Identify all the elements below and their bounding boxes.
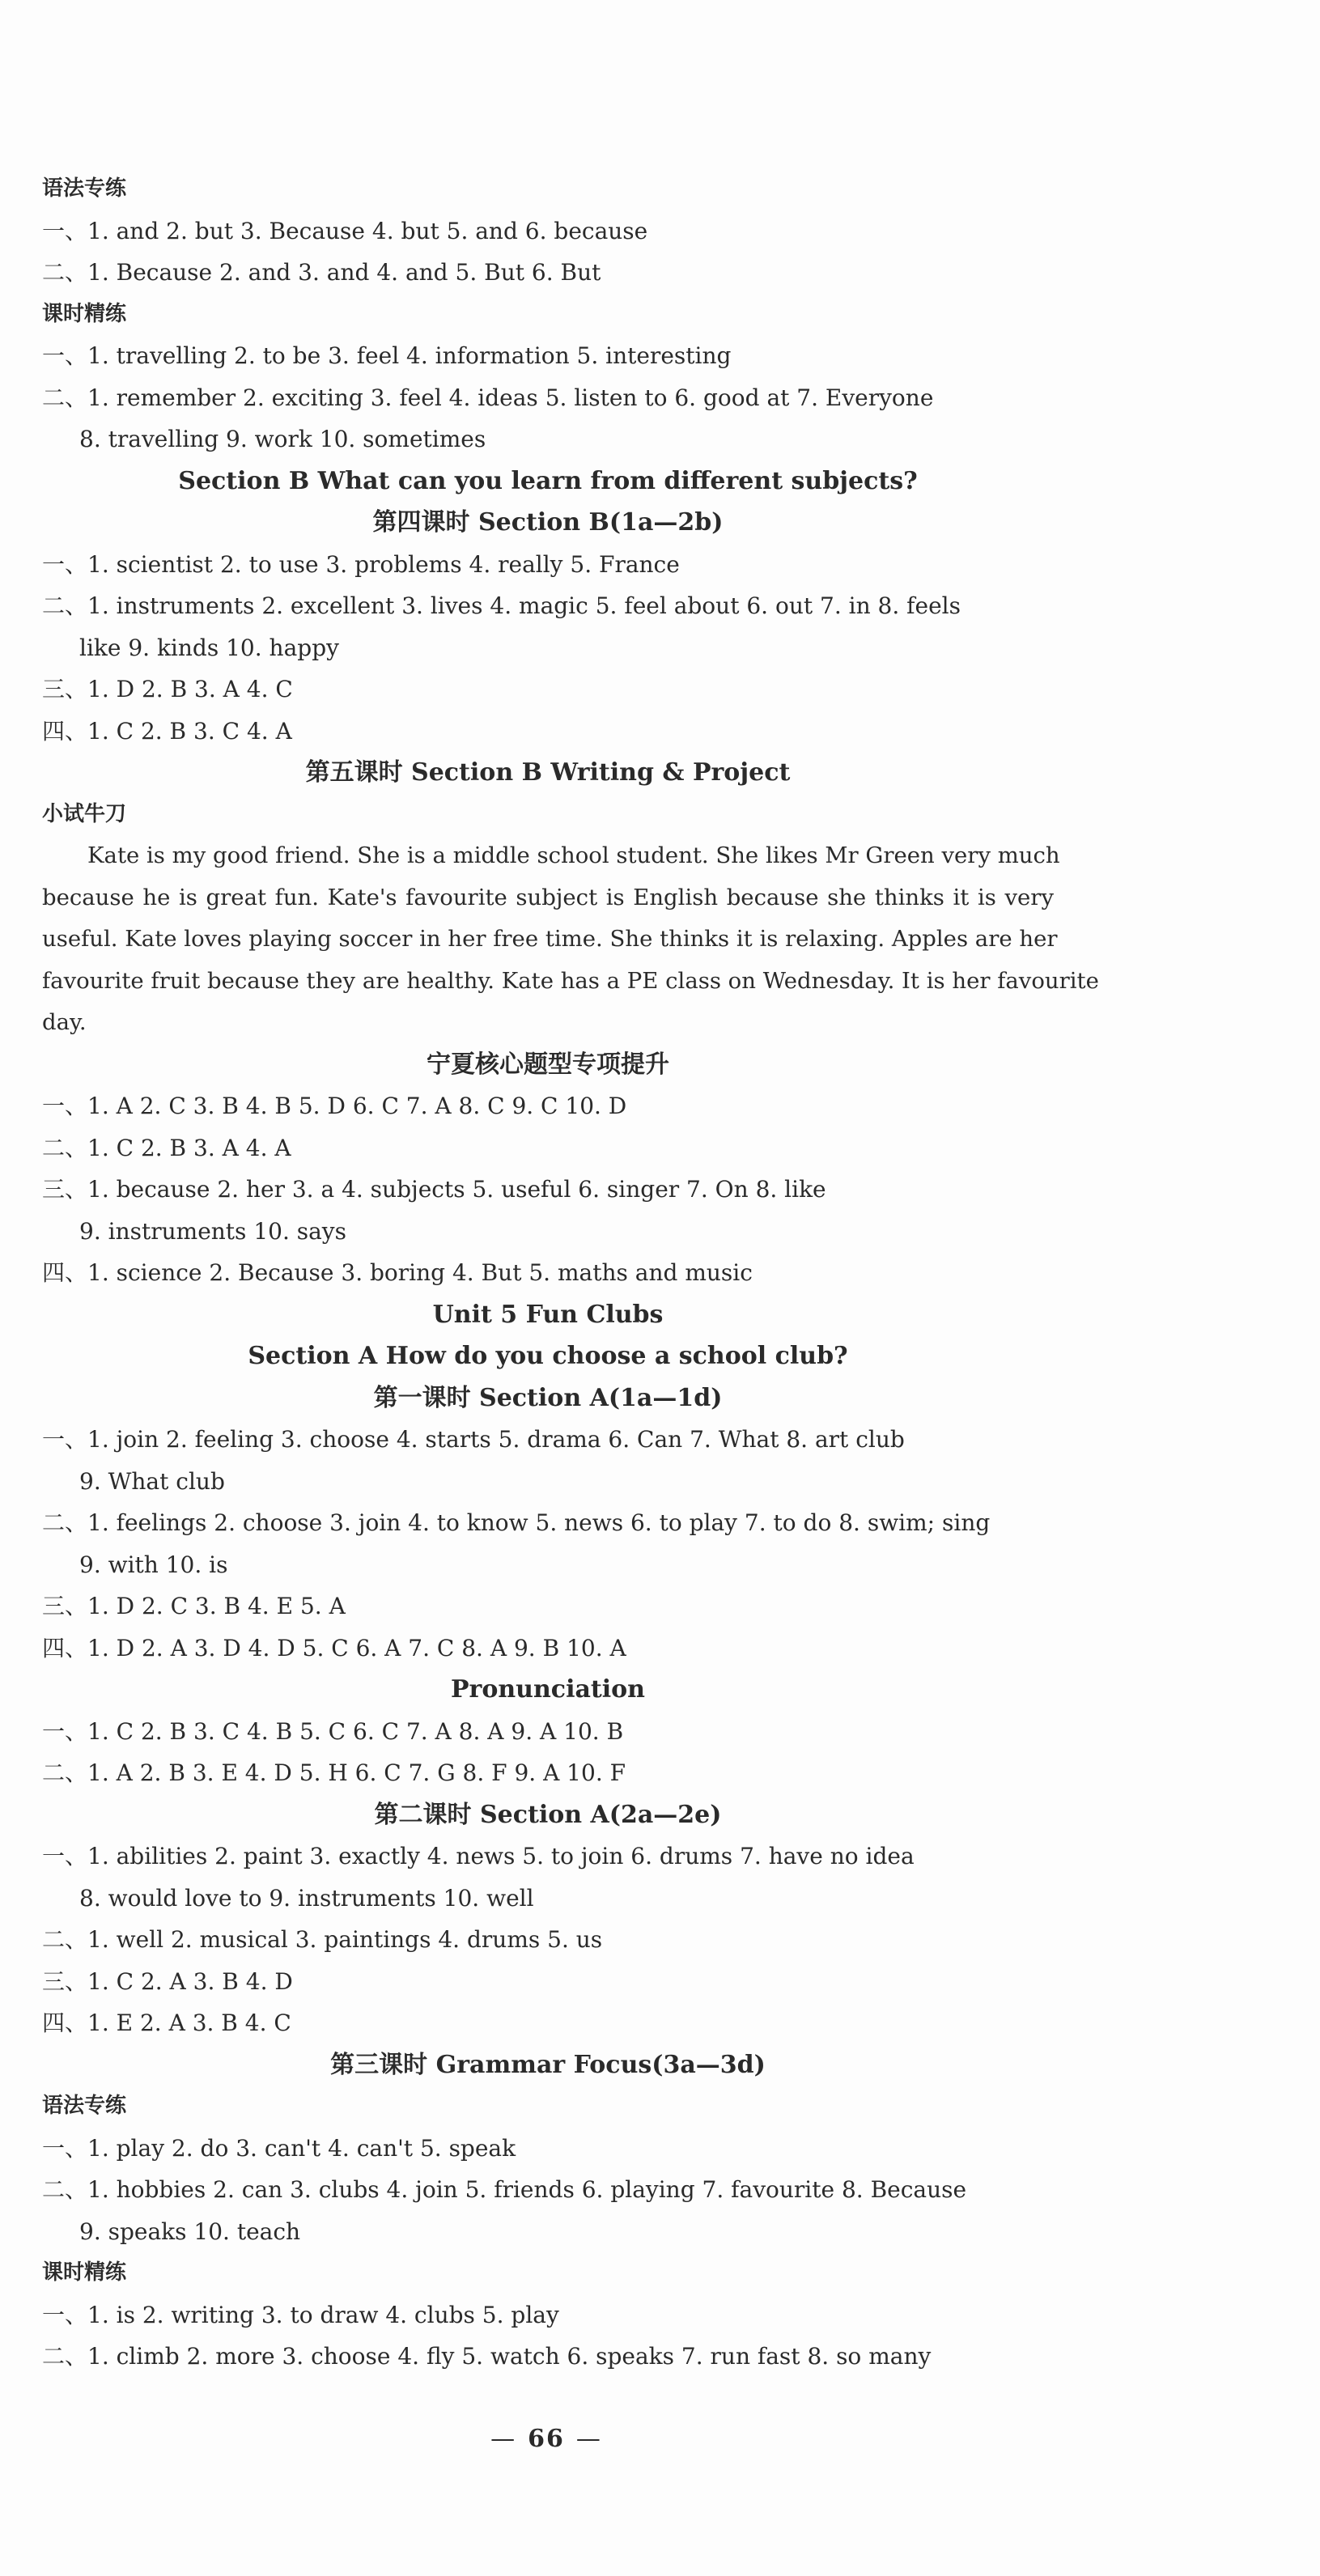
answer-line: 一、1. travelling 2. to be 3. feel 4. information 5. interesting — [42, 342, 732, 369]
answer-line: 三、1. D 2. C 3. B 4. E 5. A — [42, 1593, 346, 1619]
answer-line-continued: like 9. kinds 10. happy — [79, 634, 339, 661]
answer-line-continued: 8. would love to 9. instruments 10. well — [79, 1884, 534, 1912]
answer-line: 二、1. A 2. B 3. E 4. D 5. H 6. C 7. G 8. F 9. A 10. F — [42, 1759, 626, 1786]
section-heading: 宁夏核心题型专项提升 — [427, 1050, 669, 1079]
section-heading: Section A How do you choose a school club? — [248, 1342, 848, 1370]
section-heading: 第二课时 Section A(2a—2e) — [374, 1800, 722, 1829]
answer-line: 一、1. A 2. C 3. B 4. B 5. D 6. C 7. A 8. C 9. C 10. D — [42, 1093, 627, 1119]
answer-line-continued: 9. with 10. is — [79, 1551, 228, 1578]
answer-line: 二、1. hobbies 2. can 3. clubs 4. join 5. friends 6. playing 7. favourite 8. Because — [42, 2176, 967, 2203]
section-heading: Section B What can you learn from different subjects? — [178, 466, 918, 495]
answer-line-continued: 9. speaks 10. teach — [79, 2217, 301, 2245]
section-heading: 第四课时 Section B(1a—2b) — [372, 508, 724, 537]
answer-line: 一、1. is 2. writing 3. to draw 4. clubs 5. play — [42, 2301, 559, 2328]
answer-line: 四、1. E 2. A 3. B 4. C — [42, 2009, 291, 2036]
answer-line: 三、1. because 2. her 3. a 4. subjects 5. useful 6. singer 7. On 8. like — [42, 1176, 826, 1203]
answer-line: 三、1. D 2. B 3. A 4. C — [42, 676, 293, 702]
answer-line: 二、1. instruments 2. excellent 3. lives 4. magic 5. feel about 6. out 7. in 8. feels — [42, 592, 961, 619]
exercise-label: 课时精练 — [42, 301, 127, 326]
section-heading: Unit 5 Fun Clubs — [432, 1300, 664, 1329]
exercise-label: 小试牛刀 — [42, 801, 127, 826]
writing-paragraph-line: Kate is my good friend. She is a middle school student. She likes Mr Green very much — [87, 842, 1060, 868]
answer-line: 四、1. science 2. Because 3. boring 4. But 5. maths and music — [42, 1259, 753, 1286]
section-heading: 第五课时 Section B Writing & Project — [305, 758, 791, 787]
answer-line-continued: 9. What club — [79, 1467, 225, 1495]
exercise-label: 语法专练 — [42, 2094, 127, 2118]
exercise-label: 语法专练 — [42, 176, 127, 201]
section-heading: 第一课时 Section A(1a—1d) — [373, 1383, 723, 1412]
answer-line: 二、1. feelings 2. choose 3. join 4. to know 5. news 6. to play 7. to do 8. swim; sing — [42, 1509, 991, 1536]
answer-line: 三、1. C 2. A 3. B 4. D — [42, 1967, 293, 1995]
answer-line: 二、1. climb 2. more 3. choose 4. fly 5. watch 6. speaks 7. run fast 8. so many — [42, 2343, 932, 2370]
answer-line-continued: 9. instruments 10. says — [79, 1217, 346, 1245]
answer-line: 二、1. Because 2. and 3. and 4. and 5. But 6. But — [42, 259, 601, 286]
answer-line: 一、1. join 2. feeling 3. choose 4. starts 5. drama 6. Can 7. What 8. art club — [42, 1426, 905, 1453]
writing-paragraph-line: because he is great fun. Kate's favourite subject is English because she thinks it is very — [42, 884, 1054, 910]
answer-line: 二、1. well 2. musical 3. paintings 4. drums 5. us — [42, 1926, 603, 1953]
answer-line: 一、1. scientist 2. to use 3. problems 4. really 5. France — [42, 550, 680, 578]
answer-line: 一、1. play 2. do 3. can't 4. can't 5. speak — [42, 2134, 516, 2162]
section-heading: Pronunciation — [451, 1675, 645, 1704]
writing-paragraph-line: favourite fruit because they are healthy. Kate has a PE class on Wednesday. It is her favourite — [42, 967, 1099, 994]
answer-line: 四、1. D 2. A 3. D 4. D 5. C 6. A 7. C 8. A 9. B 10. A — [42, 1634, 626, 1661]
writing-paragraph-line: day. — [42, 1009, 87, 1035]
answer-line: 二、1. remember 2. exciting 3. feel 4. ideas 5. listen to 6. good at 7. Everyone — [42, 384, 934, 411]
writing-paragraph-line: useful. Kate loves playing soccer in her free time. She thinks it is relaxing. Apples are her — [42, 926, 1058, 952]
answer-line: 四、1. C 2. B 3. C 4. A — [42, 717, 292, 745]
answer-line: 一、1. and 2. but 3. Because 4. but 5. and 6. because — [42, 217, 648, 244]
answer-content — [42, 168, 1099, 2378]
exercise-label: 课时精练 — [42, 2260, 127, 2285]
answer-line: 一、1. abilities 2. paint 3. exactly 4. news 5. to join 6. drums 7. have no idea — [42, 1843, 915, 1869]
page-number: — 66 — — [490, 2425, 602, 2453]
answer-line: 二、1. C 2. B 3. A 4. A — [42, 1134, 291, 1161]
answer-line: 一、1. C 2. B 3. C 4. B 5. C 6. C 7. A 8. A 9. A 10. B — [42, 1717, 624, 1745]
answer-line-continued: 8. travelling 9. work 10. sometimes — [79, 426, 486, 452]
section-heading: 第三课时 Grammar Focus(3a—3d) — [330, 2050, 766, 2079]
